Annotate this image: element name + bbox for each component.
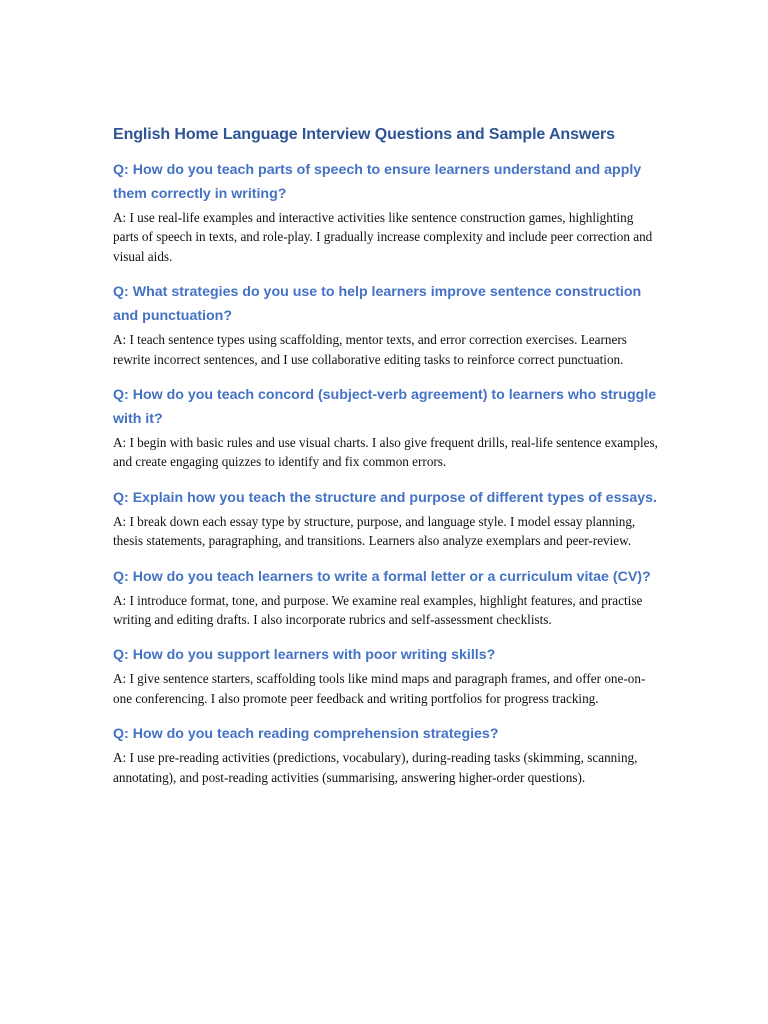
question-heading: Q: Explain how you teach the structure and purpose of different types of essays. <box>113 489 657 506</box>
question-heading: Q: How do you teach concord (subject-verb agreement) to learners who struggle with it? <box>113 387 657 428</box>
answer-text: A: I use pre-reading activities (predictions, vocabulary), during-reading tasks (skimming, scanning, annotating), and post-reading activities (summarising, answering higher-order questions). <box>113 750 638 785</box>
question-heading: Q: How do you support learners with poor writing skills? <box>113 647 496 664</box>
answer-text: A: I teach sentence types using scaffolding, mentor texts, and error correction exercises. Learners rewrite incorrect sentences, and I use collaborative editing tasks to reinforce correct punctuation. <box>113 332 627 367</box>
answer-text: A: I give sentence starters, scaffolding tools like mind maps and paragraph frames, and offer one-on-one conferencing. I also promote peer feedback and writing portfolios for progress tracking. <box>113 671 646 706</box>
question-heading: Q: What strategies do you use to help learners improve sentence construction and punctuation? <box>113 284 642 325</box>
document-title: English Home Language Interview Questions and Sample Answers <box>113 126 615 143</box>
question-heading: Q: How do you teach learners to write a formal letter or a curriculum vitae (CV)? <box>113 568 651 585</box>
answer-text: A: I begin with basic rules and use visual charts. I also give frequent drills, real-life sentence examples, and create engaging quizzes to identify and fix common errors. <box>113 435 658 470</box>
question-heading: Q: How do you teach reading comprehension strategies? <box>113 726 499 743</box>
answer-text: A: I break down each essay type by structure, purpose, and language style. I model essay planning, thesis statements, paragraphing, and transitions. Learners also analyze exemplars and peer-review. <box>113 513 636 549</box>
qa-item <box>113 565 661 630</box>
answer-text: A: I use real-life examples and interactive activities like sentence construction games, highlighting parts of speech in texts, and role-play. I gradually increase complexity and include peer correction and visual aids. <box>113 210 653 264</box>
qa-item <box>113 643 661 708</box>
qa-item <box>113 486 661 551</box>
answer-text: A: I introduce format, tone, and purpose. We examine real examples, highlight features, and practise writing and editing drafts. I also incorporate rubrics and self-assessment checklists. <box>113 592 643 628</box>
document-body <box>113 124 661 801</box>
qa-item <box>113 280 661 369</box>
qa-item <box>113 722 661 787</box>
qa-item <box>113 383 661 472</box>
qa-item <box>113 158 661 266</box>
question-heading: Q: How do you teach parts of speech to ensure learners understand and apply them correctly in writing? <box>113 162 642 202</box>
